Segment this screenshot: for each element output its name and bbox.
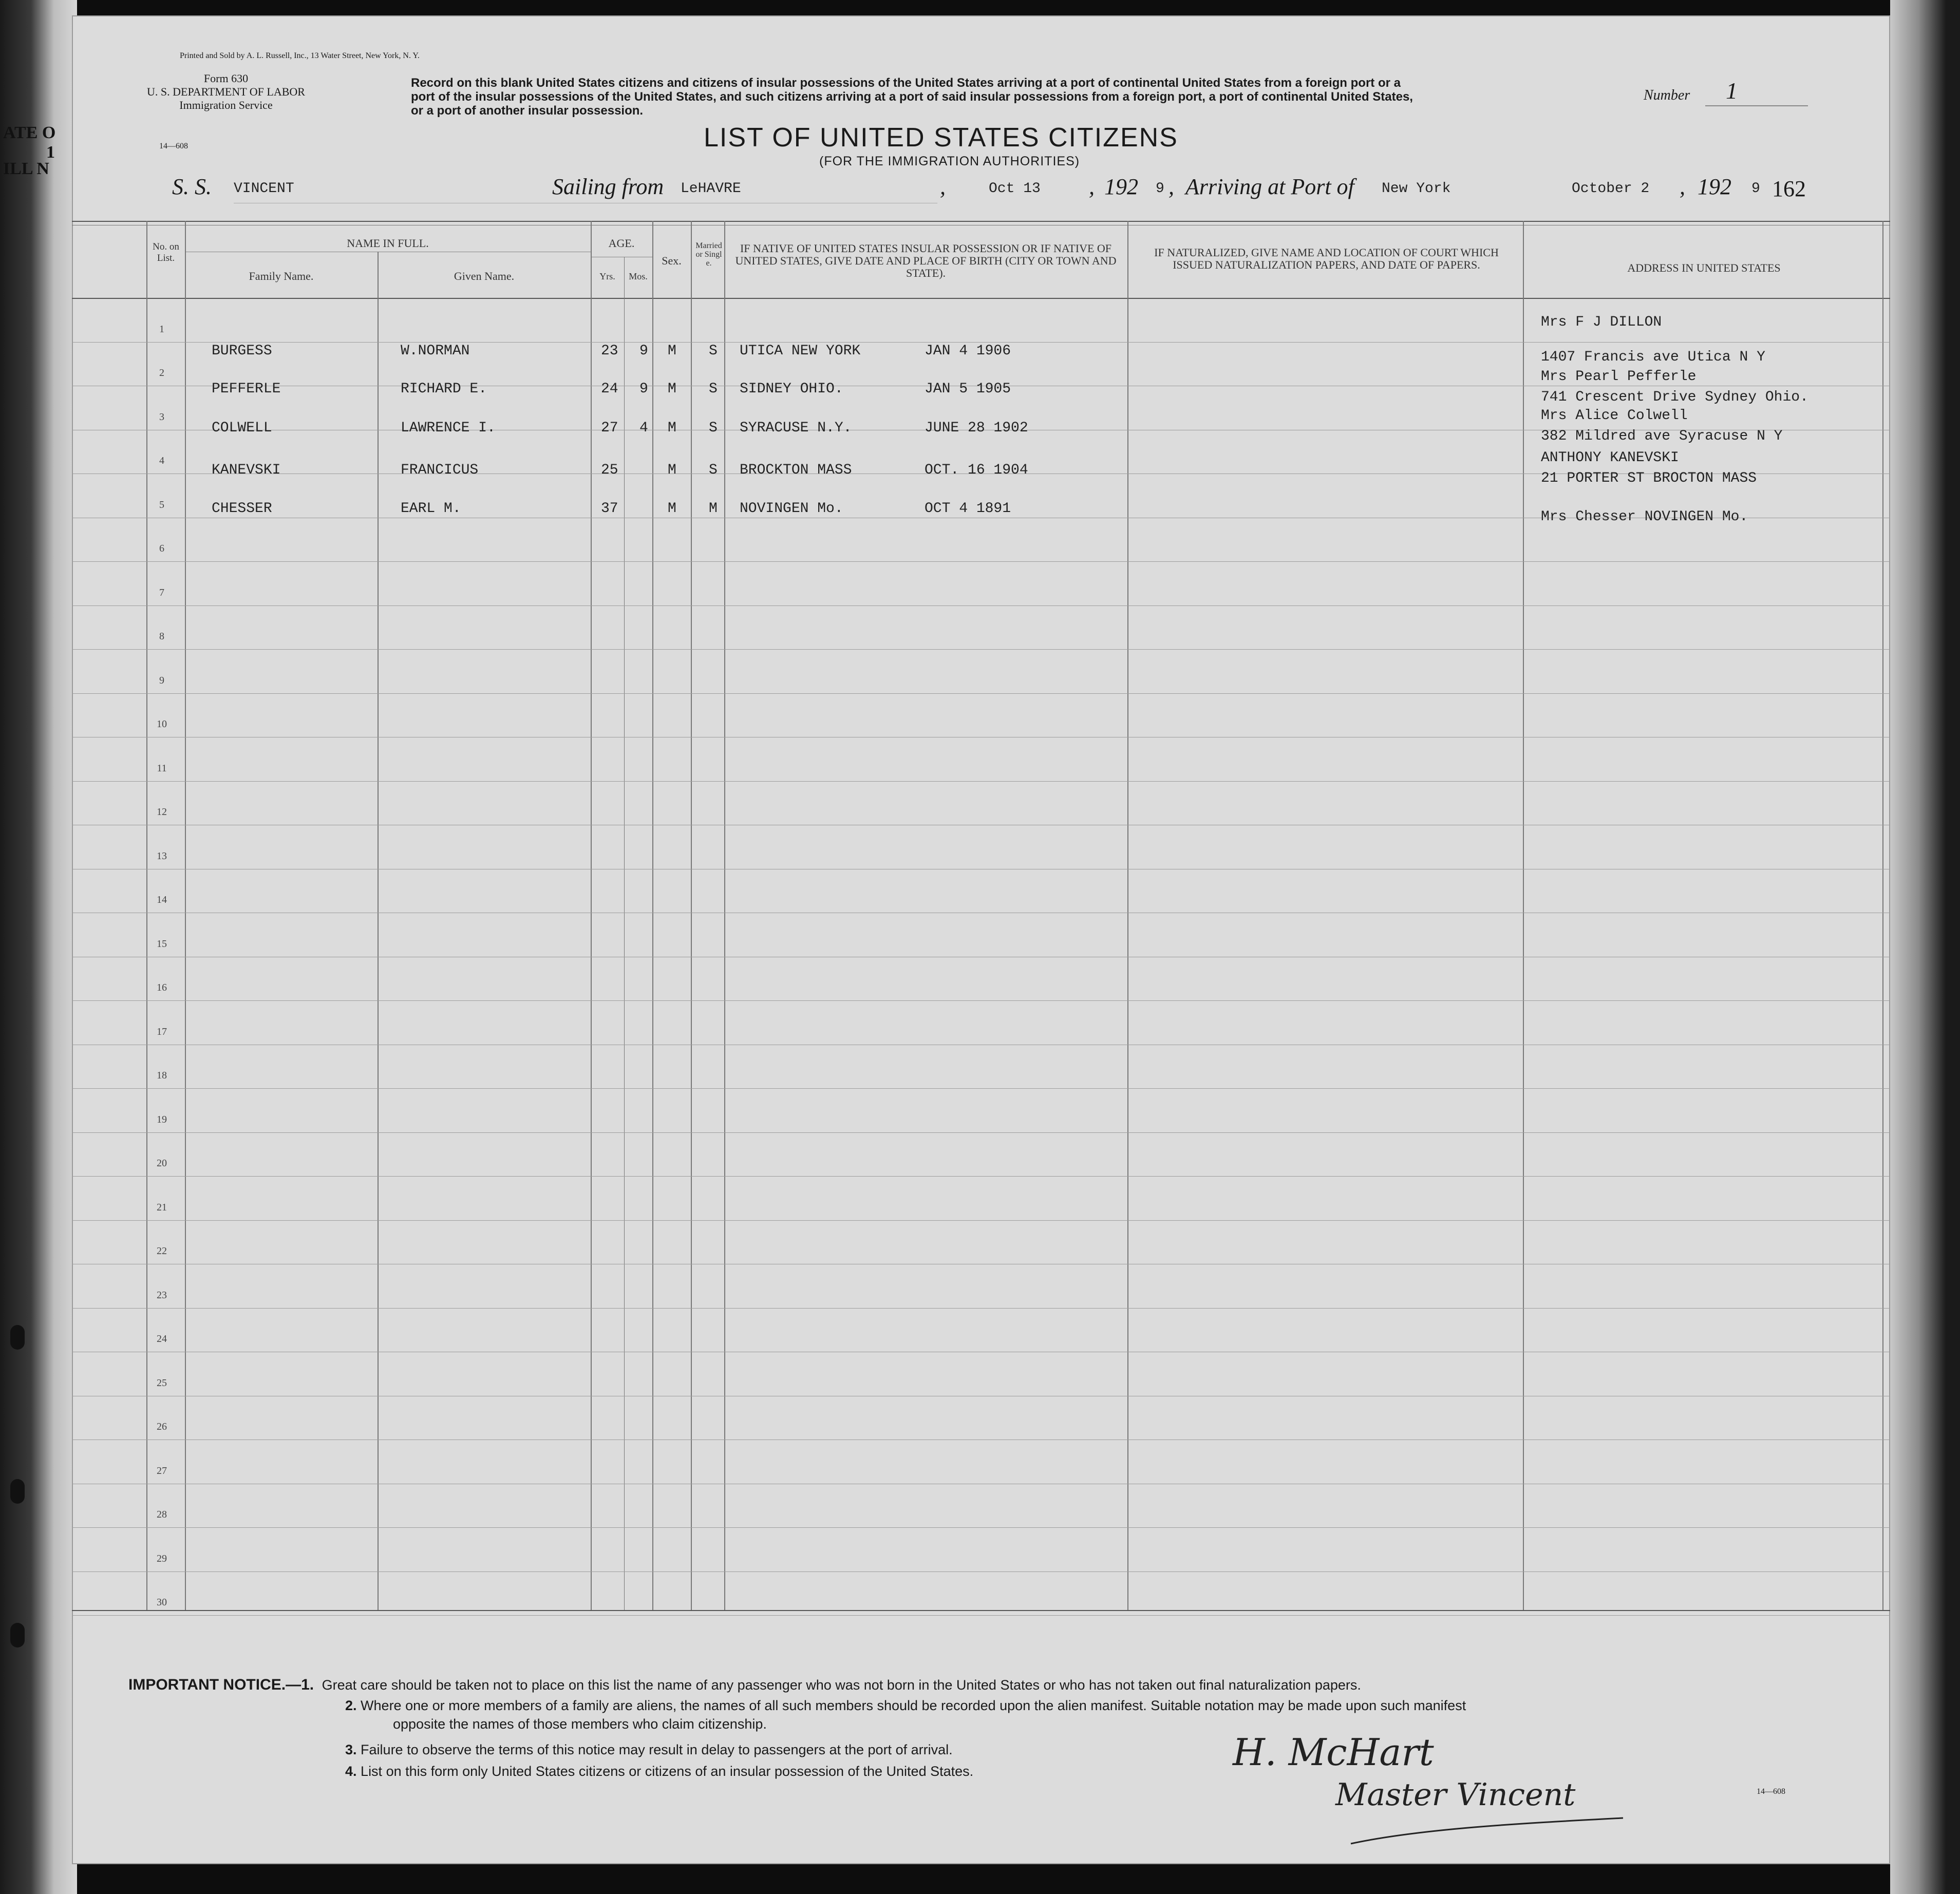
address-line-2: 741 Crescent Drive Sydney Ohio. bbox=[1541, 389, 1808, 405]
comma: , bbox=[1089, 174, 1095, 199]
header-bottom-border bbox=[72, 298, 1890, 299]
header-native-birth: IF NATIVE OF UNITED STATES INSULAR POSSESSION OR IF NATIVE OF UNITED STATES, GIVE DATE AND PLACE OF BIRTH (CITY OR TOWN AND STATE). bbox=[735, 242, 1117, 279]
row-rule bbox=[72, 1176, 1890, 1177]
sex: M bbox=[668, 462, 676, 478]
row-number: 5 bbox=[159, 499, 164, 510]
arrival-year: 9 bbox=[1751, 181, 1760, 197]
birth-place: UTICA NEW YORK bbox=[740, 343, 861, 359]
header-age: AGE. bbox=[608, 237, 635, 250]
birth-date: OCT. 16 1904 bbox=[925, 462, 1028, 478]
marital-status: S bbox=[709, 420, 718, 436]
year-prefix: 192 bbox=[1698, 174, 1731, 199]
record-line: port of the insular possessions of the United States, and such citizens arriving at a port of said insular possessions from a foreign port, a port of continental United States, bbox=[411, 90, 1413, 104]
birth-place: BROCKTON MASS bbox=[740, 462, 852, 478]
punch-hole bbox=[10, 1479, 25, 1504]
address-line-1: Mrs F J DILLON bbox=[1541, 314, 1662, 330]
age-months: 9 bbox=[639, 343, 648, 359]
age-years: 25 bbox=[601, 462, 618, 478]
comma: , bbox=[1680, 174, 1685, 199]
notice-item-number: 4. bbox=[345, 1764, 357, 1779]
notice-item-4: List on this form only United States citizens or citizens of an insular possession of the United States. bbox=[361, 1764, 974, 1779]
row-number: 26 bbox=[157, 1421, 167, 1432]
header-name-in-full: NAME IN FULL. bbox=[347, 237, 429, 250]
row-rule bbox=[72, 1088, 1890, 1089]
header-address: ADDRESS IN UNITED STATES bbox=[1627, 261, 1781, 274]
birth-place: SYRACUSE N.Y. bbox=[740, 420, 852, 436]
address-line-2: 1407 Francis ave Utica N Y bbox=[1541, 349, 1765, 365]
age-years: 37 bbox=[601, 501, 618, 517]
arriving-label: Arriving at Port of bbox=[1185, 174, 1354, 199]
notice-item-1: Great care should be taken not to place on this list the name of any passenger who was not born in the United States or who has not taken out final naturalization papers. bbox=[322, 1677, 1361, 1693]
edge-text: ATE O bbox=[3, 123, 56, 142]
address-line-1: ANTHONY KANEVSKI bbox=[1541, 450, 1679, 466]
ss-label: S. S. bbox=[172, 174, 212, 199]
service: Immigration Service bbox=[179, 99, 273, 111]
family-name: COLWELL bbox=[212, 420, 272, 436]
row-number: 11 bbox=[157, 762, 167, 774]
row-number: 3 bbox=[159, 411, 164, 423]
signature-title: Master Vincent bbox=[1335, 1777, 1576, 1813]
notice-item-2: Where one or more members of a family are aliens, the names of all such members should be recorded upon the alien manifest. Suitable notation may be made upon such manifest bbox=[361, 1698, 1466, 1713]
row-number: 19 bbox=[157, 1113, 167, 1125]
marital-status: M bbox=[709, 501, 718, 517]
edge-text: 1 bbox=[46, 143, 55, 162]
ship-name: VINCENT bbox=[234, 181, 294, 197]
row-rule bbox=[72, 1132, 1890, 1133]
given-name: FRANCICUS bbox=[401, 462, 479, 478]
record-line: Record on this blank United States citizens and citizens of insular possessions of the United States arriving at a port of continental United States from a foreign port or a bbox=[411, 76, 1401, 90]
header-mos: Mos. bbox=[629, 271, 648, 281]
arrival-date: October 2 bbox=[1572, 181, 1650, 197]
row-number: 23 bbox=[157, 1289, 167, 1301]
adjacent-page-edge bbox=[0, 0, 77, 1894]
notice-item-2b: opposite the names of those members who claim citizenship. bbox=[393, 1716, 767, 1732]
page-subtitle: (FOR THE IMMIGRATION AUTHORITIES) bbox=[819, 154, 1080, 168]
form-block bbox=[134, 72, 318, 112]
row-number: 13 bbox=[157, 850, 167, 862]
form-code: 14—608 bbox=[159, 142, 188, 150]
birth-place: SIDNEY OHIO. bbox=[740, 381, 843, 397]
header-yrs: Yrs. bbox=[599, 271, 615, 281]
row-number: 7 bbox=[159, 586, 164, 598]
row-number: 22 bbox=[157, 1245, 167, 1257]
punch-hole bbox=[10, 1623, 25, 1647]
row-number: 28 bbox=[157, 1509, 167, 1520]
birth-date: JAN 5 1905 bbox=[925, 381, 1011, 397]
header-given-name: Given Name. bbox=[454, 270, 515, 282]
notice-heading: IMPORTANT NOTICE.—1. bbox=[128, 1676, 314, 1693]
age-months: 4 bbox=[639, 420, 648, 436]
header-naturalized: IF NATURALIZED, GIVE NAME AND LOCATION OF COURT WHICH ISSUED NATURALIZATION PAPERS, AND DATE OF PAPERS. bbox=[1154, 246, 1499, 271]
col-line bbox=[378, 252, 379, 1610]
number-underline bbox=[1705, 105, 1808, 106]
departure-port: LeHAVRE bbox=[681, 181, 741, 197]
row-number: 18 bbox=[157, 1070, 167, 1081]
row-rule bbox=[72, 1000, 1890, 1001]
birth-date: JAN 4 1906 bbox=[925, 343, 1011, 359]
record-line: or a port of another insular possession. bbox=[411, 104, 644, 118]
row-rule bbox=[72, 693, 1890, 694]
age-years: 27 bbox=[601, 420, 618, 436]
arrival-port: New York bbox=[1382, 181, 1451, 197]
marital-status: S bbox=[709, 462, 718, 478]
year-prefix: 192 bbox=[1104, 174, 1138, 199]
row-rule bbox=[72, 1615, 1890, 1616]
row-number: 30 bbox=[157, 1597, 167, 1608]
header-married-single: Married or Single. bbox=[695, 241, 722, 268]
comma: , bbox=[1169, 174, 1174, 199]
row-number: 17 bbox=[157, 1026, 167, 1037]
notice-item-2-block bbox=[345, 1696, 1835, 1715]
header-no-on-list: No. on List. bbox=[153, 241, 179, 263]
row-number: 10 bbox=[157, 718, 167, 730]
signature-flourish bbox=[1346, 1808, 1633, 1854]
row-number: 12 bbox=[157, 806, 167, 818]
printer-line: Printed and Sold by A. L. Russell, Inc., 13 Water Street, New York, N. Y. bbox=[180, 51, 420, 60]
row-number: 16 bbox=[157, 982, 167, 993]
given-name: EARL M. bbox=[401, 501, 461, 517]
notice-item-number: 3. bbox=[345, 1742, 357, 1757]
row-number: 2 bbox=[159, 367, 164, 378]
address-line-2: Mrs Chesser NOVINGEN Mo. bbox=[1541, 509, 1748, 525]
row-rule bbox=[72, 1571, 1890, 1572]
important-notice bbox=[128, 1675, 1823, 1695]
number-label: Number bbox=[1644, 87, 1690, 103]
row-number: 29 bbox=[157, 1552, 167, 1564]
notice-item-number: 2. bbox=[345, 1698, 357, 1713]
marital-status: S bbox=[709, 381, 718, 397]
punch-hole bbox=[10, 1325, 25, 1350]
row-rule bbox=[72, 781, 1890, 782]
row-rule bbox=[72, 1308, 1890, 1309]
notice-item-4-block bbox=[345, 1762, 1372, 1781]
row-number: 14 bbox=[157, 894, 167, 905]
family-name: KANEVSKI bbox=[212, 462, 281, 478]
row-number: 21 bbox=[157, 1201, 167, 1213]
department: U. S. DEPARTMENT OF LABOR bbox=[147, 85, 305, 98]
header-family-name: Family Name. bbox=[249, 270, 314, 282]
family-name: BURGESS bbox=[212, 343, 272, 359]
given-name: LAWRENCE I. bbox=[401, 420, 496, 436]
row-rule bbox=[72, 342, 1890, 343]
row-number: 15 bbox=[157, 938, 167, 950]
page-number: 162 bbox=[1772, 176, 1806, 201]
row-number: 4 bbox=[159, 455, 164, 466]
row-number: 6 bbox=[159, 543, 164, 554]
record-instructions bbox=[411, 76, 1592, 118]
row-rule bbox=[72, 649, 1890, 650]
birth-place: NOVINGEN Mo. bbox=[740, 501, 843, 517]
row-rule bbox=[72, 1220, 1890, 1221]
form-number: Form 630 bbox=[203, 72, 249, 85]
sailing-from-label: Sailing from bbox=[552, 174, 664, 199]
departure-date: Oct 13 bbox=[989, 181, 1041, 197]
given-name: RICHARD E. bbox=[401, 381, 487, 397]
row-number: 9 bbox=[159, 674, 164, 686]
footer-code: 14—608 bbox=[1757, 1787, 1785, 1796]
sex: M bbox=[668, 343, 676, 359]
table-top-border bbox=[72, 221, 1890, 222]
sex: M bbox=[668, 501, 676, 517]
family-name: CHESSER bbox=[212, 501, 272, 517]
age-years: 24 bbox=[601, 381, 618, 397]
notice-item-3-block bbox=[345, 1740, 1372, 1759]
address-line-2: 21 PORTER ST BROCTON MASS bbox=[1541, 470, 1757, 486]
row-rule bbox=[72, 561, 1890, 562]
address-line-1: Mrs Alice Colwell bbox=[1541, 408, 1688, 424]
row-number: 8 bbox=[159, 631, 164, 642]
signature-name: H. McHart bbox=[1233, 1731, 1434, 1774]
manifest-sheet bbox=[72, 15, 1890, 1864]
address-line-1: Mrs Pearl Pefferle bbox=[1541, 369, 1697, 385]
row-number: 24 bbox=[157, 1333, 167, 1344]
birth-date: JUNE 28 1902 bbox=[925, 420, 1028, 436]
row-rule bbox=[72, 1527, 1890, 1528]
notice-item-3: Failure to observe the terms of this notice may result in delay to passengers at the port of arrival. bbox=[361, 1742, 953, 1757]
row-number: 1 bbox=[159, 323, 164, 335]
birth-date: OCT 4 1891 bbox=[925, 501, 1011, 517]
col-line bbox=[624, 257, 625, 1610]
age-years: 23 bbox=[601, 343, 618, 359]
row-number: 25 bbox=[157, 1377, 167, 1389]
address-line-2: 382 Mildred ave Syracuse N Y bbox=[1541, 428, 1783, 444]
age-months: 9 bbox=[639, 381, 648, 397]
comma: , bbox=[940, 174, 946, 199]
row-number: 20 bbox=[157, 1158, 167, 1169]
marital-status: S bbox=[709, 343, 718, 359]
edge-text: ILL N bbox=[3, 159, 49, 178]
row-rule bbox=[72, 605, 1890, 606]
row-number: 27 bbox=[157, 1465, 167, 1476]
table-bottom-border bbox=[72, 1610, 1890, 1611]
number-value: 1 bbox=[1726, 78, 1738, 104]
given-name: W.NORMAN bbox=[401, 343, 470, 359]
sex: M bbox=[668, 381, 676, 397]
sex: M bbox=[668, 420, 676, 436]
header-sex: Sex. bbox=[662, 254, 682, 267]
departure-year: 9 bbox=[1156, 181, 1164, 197]
family-name: PEFFERLE bbox=[212, 381, 281, 397]
scan-border-right bbox=[1890, 0, 1960, 1894]
page-title: LIST OF UNITED STATES CITIZENS bbox=[704, 123, 1178, 153]
